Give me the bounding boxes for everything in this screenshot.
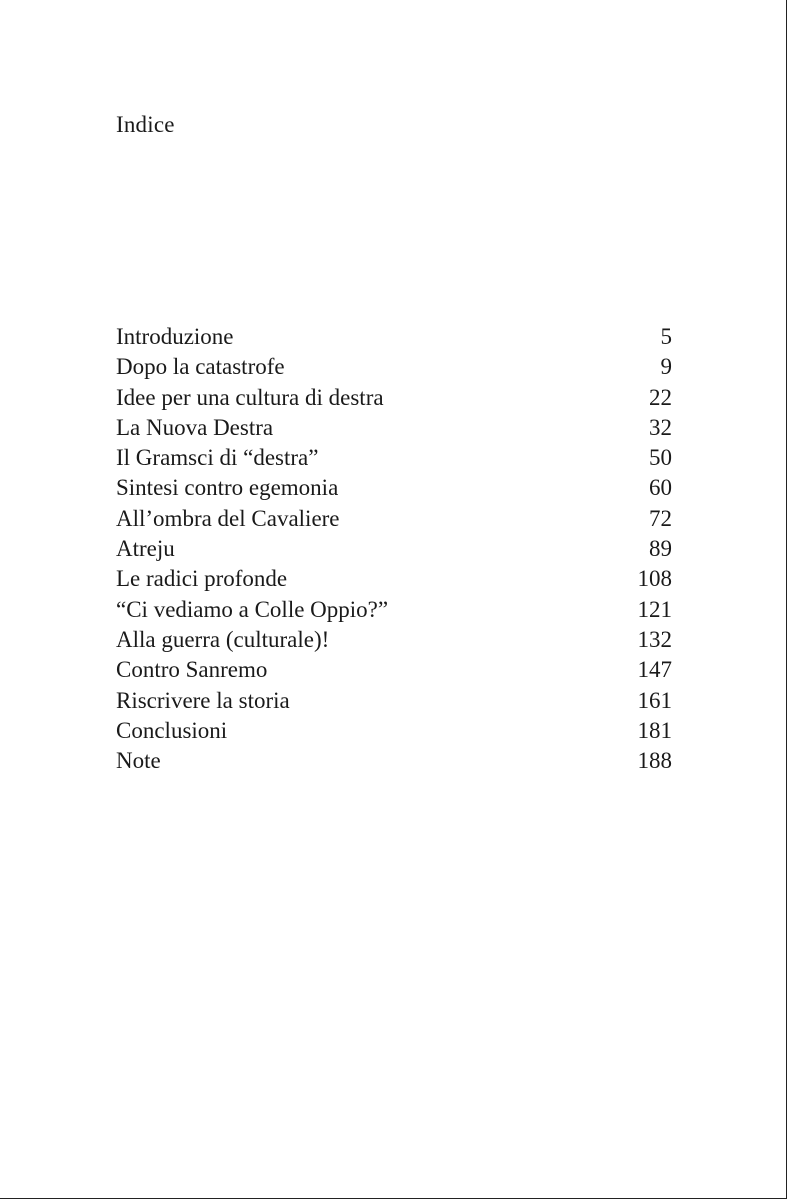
toc-entry-introduzione[interactable] <box>116 322 672 352</box>
toc-entry-allombra-del-cavaliere[interactable] <box>116 504 672 534</box>
toc-entry-page: 132 <box>637 626 672 652</box>
toc-entry-page: 121 <box>637 596 672 622</box>
toc-entry-le-radici-profonde[interactable] <box>116 564 672 594</box>
toc-entry-title: Introduzione <box>116 324 234 349</box>
toc-entry-dopo-la-catastrofe[interactable] <box>116 352 672 382</box>
page-heading: Indice <box>116 112 175 137</box>
toc-entry-la-nuova-destra[interactable] <box>116 413 672 443</box>
toc-entry-title: Conclusioni <box>116 717 228 743</box>
toc-entry-page: 50 <box>649 445 672 471</box>
toc-entry-il-gramsci-di-destra[interactable] <box>116 443 672 473</box>
toc-entry-title: Note <box>116 748 161 774</box>
toc-entry-title: La Nuova Destra <box>116 414 274 440</box>
toc-entry-page: 188 <box>637 748 672 774</box>
toc-entry-page: 161 <box>637 687 672 713</box>
toc-entry-idee-per-una-cultura-di-destra[interactable] <box>116 383 672 413</box>
toc-entry-page: 147 <box>637 657 672 683</box>
toc-entry-note[interactable] <box>116 746 672 776</box>
toc-entry-title: Riscrivere la storia <box>116 687 290 713</box>
toc-entry-page: 108 <box>637 566 672 592</box>
toc-entry-title: “Ci vediamo a Colle Oppio?” <box>116 596 389 622</box>
toc-entry-page: 5 <box>660 324 672 349</box>
toc-entry-title: Idee per una cultura di destra <box>116 384 384 410</box>
toc-entry-title: Contro Sanremo <box>116 657 268 683</box>
table-of-contents <box>116 322 672 776</box>
toc-entry-title: Dopo la catastrofe <box>116 354 285 380</box>
toc-entry-page: 60 <box>649 475 672 501</box>
toc-entry-title: Sintesi contro egemonia <box>116 475 339 501</box>
toc-entry-page: 22 <box>649 384 672 410</box>
toc-entry-page: 89 <box>649 536 672 562</box>
toc-entry-sintesi-contro-egemonia[interactable] <box>116 473 672 503</box>
toc-entry-page: 181 <box>637 717 672 743</box>
toc-entry-page: 72 <box>649 505 672 531</box>
toc-entry-page: 9 <box>660 354 672 380</box>
toc-entry-page: 32 <box>649 414 672 440</box>
toc-entry-alla-guerra-culturale[interactable] <box>116 625 672 655</box>
toc-entry-riscrivere-la-storia[interactable] <box>116 686 672 716</box>
toc-entry-contro-sanremo[interactable] <box>116 655 672 685</box>
toc-entry-title: Il Gramsci di “destra” <box>116 445 319 471</box>
toc-entry-title: Atreju <box>116 536 175 562</box>
toc-entry-ci-vediamo-a-colle-oppio[interactable] <box>116 595 672 625</box>
toc-entry-title: Alla guerra (culturale)! <box>116 626 330 652</box>
toc-entry-atreju[interactable] <box>116 534 672 564</box>
toc-entry-conclusioni[interactable] <box>116 716 672 746</box>
toc-entry-title: Le radici profonde <box>116 566 288 592</box>
toc-entry-title: All’ombra del Cavaliere <box>116 505 340 531</box>
